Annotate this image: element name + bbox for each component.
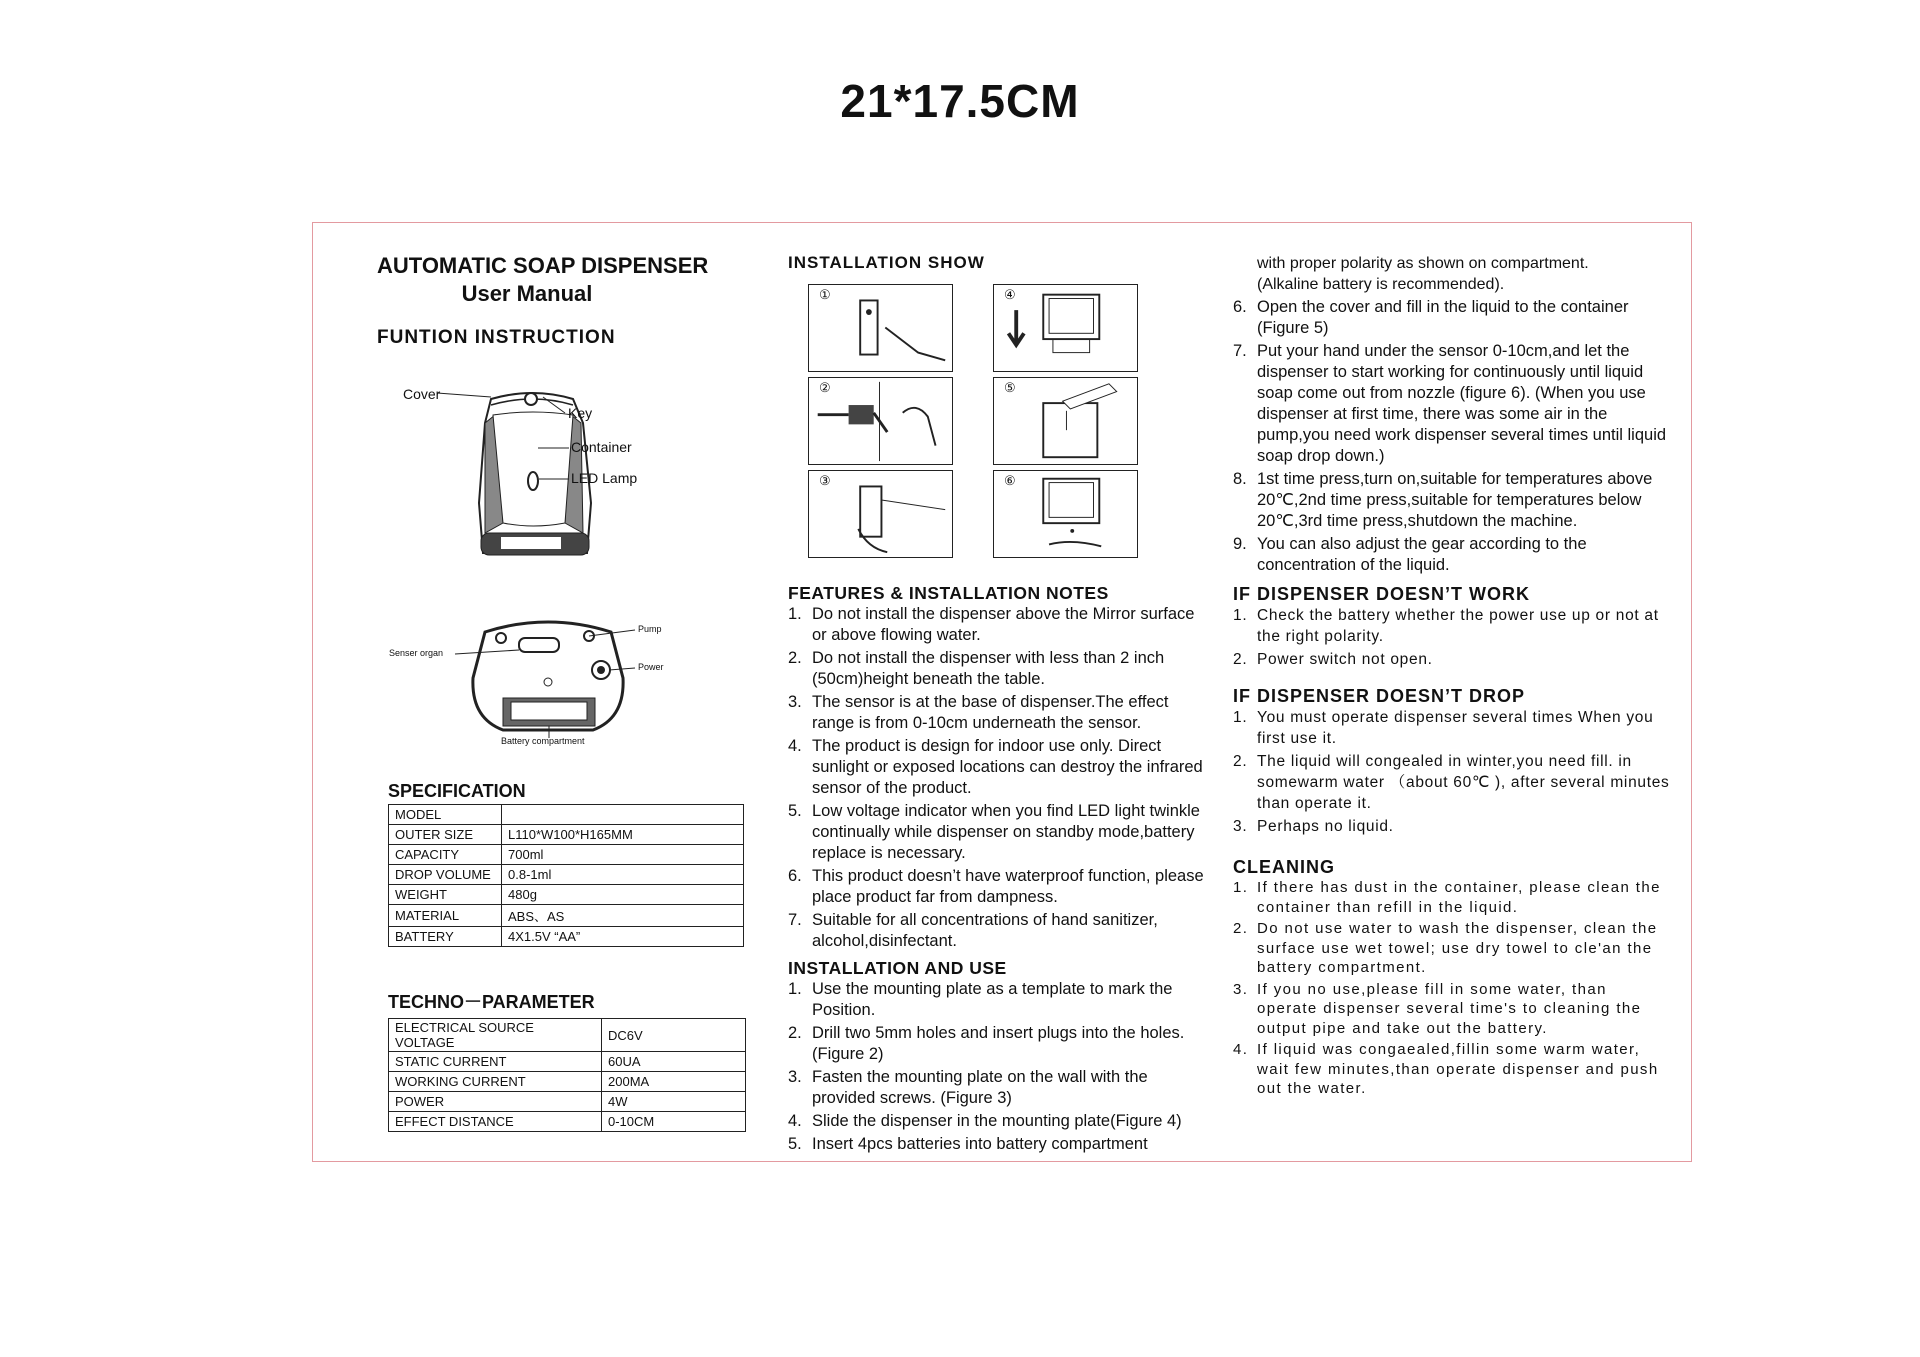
manual-frame <box>312 222 1692 1162</box>
front-view-diagram <box>373 383 673 583</box>
spec-row-label: BATTERY <box>389 927 502 947</box>
features-list <box>788 604 1208 952</box>
continued-line-1: with proper polarity as shown on compartment. <box>1257 255 1589 272</box>
size-title: 21*17.5CM <box>840 75 1080 127</box>
not-work-item-number: 2. <box>1233 651 1248 668</box>
not-work-item <box>1233 605 1673 647</box>
spec-row <box>389 905 744 927</box>
techno-row-value: 4W <box>602 1092 746 1112</box>
feature-item-text: Do not install the dispenser above the Mirror surface or above flowing water. <box>812 605 1195 644</box>
feature-item-text: The sensor is at the base of dispenser.The effect range is from 0-10cm underneath the sensor. <box>812 693 1169 732</box>
spec-row-value: 4X1.5V “AA” <box>502 927 744 947</box>
install-use-item <box>788 1111 1208 1132</box>
label-battery-compartment: Battery compartment <box>501 736 585 746</box>
install-use-item-number: 3. <box>788 1068 802 1086</box>
feature-item <box>788 866 1208 908</box>
spec-row <box>389 825 744 845</box>
install-use-item-number: 5. <box>788 1135 802 1153</box>
not-drop-item <box>1233 751 1673 814</box>
not-drop-item-number: 3. <box>1233 818 1248 835</box>
techno-row-label: ELECTRICAL SOURCE VOLTAGE <box>389 1019 602 1052</box>
spec-row-label: MODEL <box>389 805 502 825</box>
label-key: Key <box>568 405 593 421</box>
cleaning-item-text: If liquid was congaealed,fillin some warm water, wait few minutes,than operate dispenser and push out the water. <box>1257 1041 1659 1097</box>
spec-row-value: 700ml <box>502 845 744 865</box>
feature-item-text: The product is design for indoor use only. Direct sunlight or exposed locations can destroy the infrared sensor of the product. <box>812 737 1203 797</box>
feature-item <box>788 736 1208 799</box>
installation-figure-4 <box>993 284 1138 372</box>
install-use-item-number: 4. <box>788 1112 802 1130</box>
not-work-item-text: Power switch not open. <box>1257 651 1433 668</box>
not-work-heading: IF DISPENSER DOESN’T WORK <box>1233 584 1531 604</box>
feature-item-number: 5. <box>788 802 802 820</box>
spec-row <box>389 885 744 905</box>
install-use-item-text: Use the mounting plate as a template to mark the Position. <box>812 980 1173 1019</box>
techno-row <box>389 1112 746 1132</box>
step-item-number: 7. <box>1233 342 1247 360</box>
cleaning-list <box>1233 878 1673 1099</box>
techno-row-value: DC6V <box>602 1019 746 1052</box>
step-item <box>1233 297 1673 339</box>
figure-number: ② <box>819 380 831 395</box>
spec-row <box>389 865 744 885</box>
install-use-list <box>788 979 1208 1155</box>
cleaning-item-number: 4. <box>1233 1041 1249 1058</box>
column-right <box>1233 253 1673 1101</box>
not-drop-item <box>1233 707 1673 749</box>
feature-item-text: This product doesn’t have waterproof function, please place product far from dampness. <box>812 867 1204 906</box>
not-work-list <box>1233 605 1673 670</box>
figure-number: ⑤ <box>1004 380 1016 395</box>
label-led-lamp: LED Lamp <box>571 470 638 486</box>
not-drop-heading: IF DISPENSER DOESN’T DROP <box>1233 686 1526 706</box>
cleaning-item-text: If you no use,please fill in some water, than operate dispenser several time's to cleaning the output pipe and take out the battery. <box>1257 980 1642 1037</box>
cleaning-item <box>1233 980 1673 1039</box>
funtion-heading: FUNTION INSTRUCTION <box>377 327 616 348</box>
figure-number: ① <box>819 287 831 302</box>
bottom-view-diagram <box>389 618 693 748</box>
step-item-text: 1st time press,turn on,suitable for temperatures above 20℃,2nd time press,suitable for temperatures below 20℃,3rd time press,shutdown the machine. <box>1257 470 1653 530</box>
spec-row <box>389 845 744 865</box>
install-use-item-text: Slide the dispenser in the mounting plate(Figure 4) <box>812 1112 1182 1130</box>
step-item <box>1233 469 1673 532</box>
label-senser-organ: Senser organ <box>389 648 444 658</box>
not-drop-item-number: 1. <box>1233 709 1248 726</box>
spec-row-value: ABS、AS <box>502 905 744 927</box>
spec-row-label: DROP VOLUME <box>389 865 502 885</box>
install-use-item <box>788 1134 1208 1155</box>
install-use-item-text: Drill two 5mm holes and insert plugs into the holes. (Figure 2) <box>812 1024 1185 1063</box>
installation-figure-6 <box>993 470 1138 558</box>
feature-item <box>788 692 1208 734</box>
install-use-item <box>788 979 1208 1021</box>
column-left <box>377 253 747 349</box>
not-drop-list <box>1233 707 1673 837</box>
install-use-item <box>788 1023 1208 1065</box>
cleaning-item-number: 2. <box>1233 920 1249 937</box>
techno-section <box>388 988 746 1132</box>
cleaning-item-number: 1. <box>1233 879 1249 896</box>
label-container: Container <box>571 439 632 455</box>
install-use-item-text: Fasten the mounting plate on the wall with the provided screws. (Figure 3) <box>812 1068 1148 1107</box>
techno-heading: TECHNO－PARAMETER <box>388 992 595 1012</box>
not-work-item <box>1233 649 1673 670</box>
step-item-text: Open the cover and fill in the liquid to the container (Figure 5) <box>1257 298 1629 337</box>
specification-heading: SPECIFICATION <box>388 781 526 801</box>
cleaning-item-text: If there has dust in the container, please clean the container than refill in the liquid. <box>1257 879 1661 916</box>
spec-row-label: OUTER SIZE <box>389 825 502 845</box>
install-use-item <box>788 1067 1208 1109</box>
spec-row <box>389 805 744 825</box>
step-item-number: 9. <box>1233 535 1247 553</box>
install-use-item-number: 1. <box>788 980 802 998</box>
specification-table <box>388 804 744 947</box>
not-drop-item <box>1233 816 1673 837</box>
not-work-item-number: 1. <box>1233 607 1248 624</box>
feature-item-text: Suitable for all concentrations of hand sanitizer, alcohol,disinfectant. <box>812 911 1158 950</box>
figure-number: ⑥ <box>1004 473 1016 488</box>
cleaning-item-text: Do not use water to wash the dispenser, clean the surface use wet towel; use dry towel to cle'an the battery compartment. <box>1257 920 1658 976</box>
techno-row-label: EFFECT DISTANCE <box>389 1112 602 1132</box>
manual-subtitle: User Manual <box>461 281 593 306</box>
install-use-heading: INSTALLATION AND USE <box>788 958 1007 978</box>
installation-show-heading: INSTALLATION SHOW <box>788 253 985 272</box>
spec-row-value: 0.8-1ml <box>502 865 744 885</box>
spec-row-value <box>502 805 744 825</box>
label-power: Power <box>638 662 664 672</box>
step-item <box>1233 534 1673 576</box>
label-cover: Cover <box>403 386 441 402</box>
spec-row <box>389 927 744 947</box>
column-middle <box>788 253 1188 273</box>
not-drop-item-text: The liquid will congealed in winter,you need fill. in somewarm water （about 60℃ ), after several minutes than operate it. <box>1257 753 1670 812</box>
specification-section <box>388 781 744 947</box>
spec-row-value: 480g <box>502 885 744 905</box>
manual-title: AUTOMATIC SOAP DISPENSER <box>377 253 709 278</box>
feature-item-number: 1. <box>788 605 802 623</box>
feature-item-number: 4. <box>788 737 802 755</box>
techno-row <box>389 1019 746 1052</box>
techno-row-value: 0-10CM <box>602 1112 746 1132</box>
step-item-text: You can also adjust the gear according to the concentration of the liquid. <box>1257 535 1587 574</box>
spec-row-value: L110*W100*H165MM <box>502 825 744 845</box>
not-work-item-text: Check the battery whether the power use up or not at the right polarity. <box>1257 607 1659 645</box>
figure-number: ③ <box>819 473 831 488</box>
cleaning-item <box>1233 878 1673 917</box>
feature-item-number: 3. <box>788 693 802 711</box>
features-section <box>788 583 1208 1157</box>
installation-figures <box>808 284 1138 567</box>
techno-row-label: STATIC CURRENT <box>389 1052 602 1072</box>
install-use-item-text: Insert 4pcs batteries into battery compartment <box>812 1135 1148 1153</box>
feature-item-text: Do not install the dispenser with less than 2 inch (50cm)height beneath the table. <box>812 649 1165 688</box>
step-item-number: 8. <box>1233 470 1247 488</box>
installation-figure-2 <box>808 377 953 465</box>
techno-row-value: 60UA <box>602 1052 746 1072</box>
step-item <box>1233 341 1673 467</box>
install-use-item-number: 2. <box>788 1024 802 1042</box>
techno-row-value: 200MA <box>602 1072 746 1092</box>
techno-row-label: WORKING CURRENT <box>389 1072 602 1092</box>
installation-figure-1 <box>808 284 953 372</box>
not-drop-item-number: 2. <box>1233 753 1248 770</box>
techno-row <box>389 1092 746 1112</box>
feature-item <box>788 648 1208 690</box>
feature-item-text: Low voltage indicator when you find LED light twinkle continually while dispenser on standby mode,battery replace is necessary. <box>812 802 1200 862</box>
feature-item <box>788 801 1208 864</box>
feature-item <box>788 910 1208 952</box>
step-item-text: Put your hand under the sensor 0-10cm,and let the dispenser to start working for continuously until liquid soap come out from nozzle (figure 6). (When you use dispenser at first time, there was some air in the pump,you need work dispenser several times until liquid soap drop down.) <box>1257 342 1667 465</box>
steps-list <box>1233 297 1673 576</box>
techno-row <box>389 1072 746 1092</box>
continued-line-2: (Alkaline battery is recommended). <box>1257 276 1505 293</box>
techno-row-label: POWER <box>389 1092 602 1112</box>
features-heading: FEATURES & INSTALLATION NOTES <box>788 583 1109 603</box>
feature-item <box>788 604 1208 646</box>
not-drop-item-text: Perhaps no liquid. <box>1257 818 1394 835</box>
figure-number: ④ <box>1004 287 1016 302</box>
cleaning-item <box>1233 919 1673 978</box>
spec-row-label: WEIGHT <box>389 885 502 905</box>
feature-item-number: 2. <box>788 649 802 667</box>
techno-row <box>389 1052 746 1072</box>
installation-figure-5 <box>993 377 1138 465</box>
cleaning-item <box>1233 1040 1673 1099</box>
spec-row-label: CAPACITY <box>389 845 502 865</box>
cleaning-heading: CLEANING <box>1233 857 1335 877</box>
feature-item-number: 7. <box>788 911 802 929</box>
label-pump: Pump <box>638 624 662 634</box>
step-item-number: 6. <box>1233 298 1247 316</box>
cleaning-item-number: 3. <box>1233 980 1249 998</box>
not-drop-item-text: You must operate dispenser several times When you first use it. <box>1257 709 1654 747</box>
feature-item-number: 6. <box>788 867 802 885</box>
techno-table <box>388 1018 746 1132</box>
spec-row-label: MATERIAL <box>389 905 502 927</box>
continued-text <box>1233 253 1673 295</box>
installation-figure-3 <box>808 470 953 558</box>
dispenser-bottom-illustration <box>393 618 693 748</box>
